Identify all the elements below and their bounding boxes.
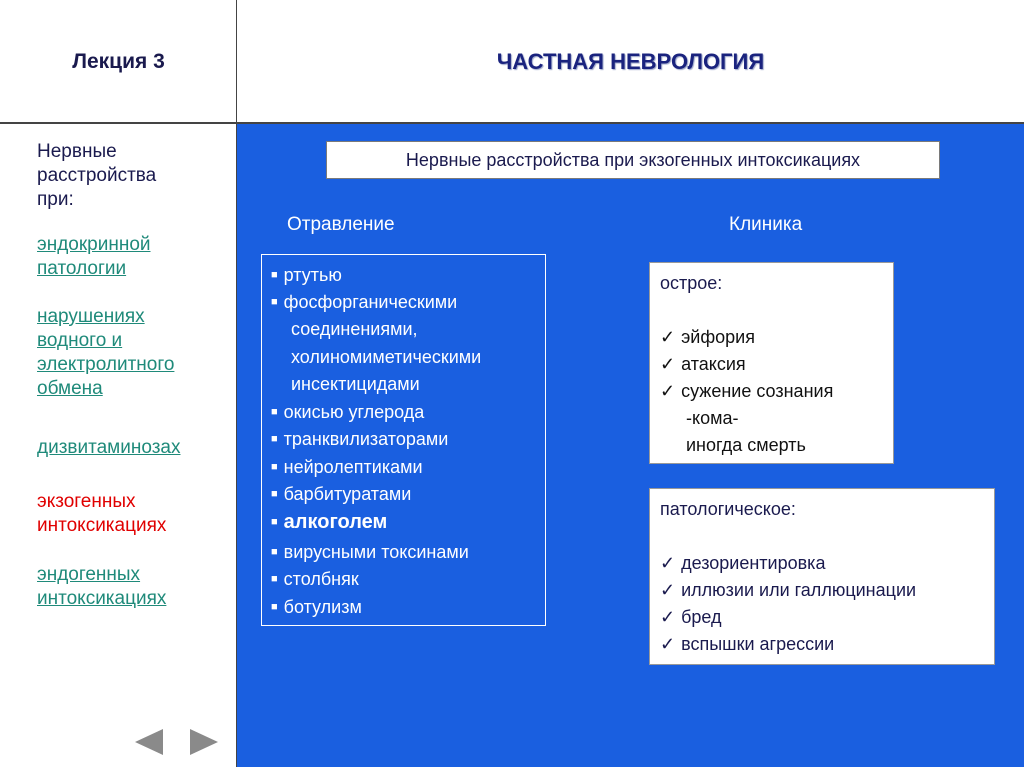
square-bullet-icon: ■ bbox=[271, 296, 278, 308]
acute-title: острое: bbox=[660, 273, 723, 293]
square-bullet-icon: ■ bbox=[271, 546, 278, 558]
sidebar-link-endogenous[interactable] bbox=[37, 563, 232, 611]
check-icon: ✓ bbox=[660, 354, 676, 374]
poison-item-cont: холиномиметическими bbox=[291, 347, 482, 367]
check-icon: ✓ bbox=[660, 634, 676, 654]
link-line: патологии bbox=[37, 258, 127, 279]
acute-item: ✓ сужение сознания bbox=[660, 381, 834, 401]
acute-item: ✓ эйфория bbox=[660, 327, 755, 347]
poison-item: ■ ртутью bbox=[271, 265, 342, 285]
link-line: электролитного bbox=[37, 354, 175, 375]
poison-item: ■ нейролептиками bbox=[271, 457, 423, 477]
link-line: водного и bbox=[37, 330, 123, 351]
clinic-heading: Клиника bbox=[729, 214, 803, 235]
pathological-title: патологическое: bbox=[660, 499, 796, 519]
sidebar-link-water-electrolyte[interactable] bbox=[37, 305, 232, 401]
square-bullet-icon: ■ bbox=[271, 601, 278, 613]
link-line: эндокринной bbox=[37, 234, 151, 255]
sidebar-heading bbox=[37, 140, 227, 212]
square-bullet-icon: ■ bbox=[271, 516, 278, 528]
check-icon: ✓ bbox=[660, 580, 676, 600]
sidebar-heading-line: расстройства bbox=[37, 165, 157, 186]
pathological-item: ✓ иллюзии или галлюцинации bbox=[660, 580, 917, 600]
pathological-item: ✓ бред bbox=[660, 607, 722, 627]
next-arrow-icon[interactable] bbox=[190, 729, 218, 755]
link-line: эндогенных bbox=[37, 564, 141, 585]
poison-item: ■ окисью углерода bbox=[271, 402, 425, 422]
poison-item: ■ столбняк bbox=[271, 569, 359, 589]
sidebar-link-endocrine[interactable] bbox=[37, 233, 232, 281]
poison-item: ■ вирусными токсинами bbox=[271, 542, 469, 562]
poison-heading: Отравление bbox=[287, 214, 395, 235]
poison-item: ■ транквилизаторами bbox=[271, 429, 449, 449]
check-icon: ✓ bbox=[660, 381, 676, 401]
square-bullet-icon: ■ bbox=[271, 461, 278, 473]
square-bullet-icon: ■ bbox=[271, 433, 278, 445]
square-bullet-icon: ■ bbox=[271, 406, 278, 418]
check-icon: ✓ bbox=[660, 553, 676, 573]
pathological-item: ✓ дезориентировка bbox=[660, 553, 826, 573]
square-bullet-icon: ■ bbox=[271, 488, 278, 500]
poison-item-cont: соединениями, bbox=[291, 319, 418, 339]
acute-item: ✓ атаксия bbox=[660, 354, 746, 374]
lecture-label: Лекция 3 bbox=[72, 50, 165, 73]
link-line: нарушениях bbox=[37, 306, 145, 327]
poison-item: ■ ботулизм bbox=[271, 597, 362, 617]
poison-item-cont: инсектицидами bbox=[291, 374, 420, 394]
square-bullet-icon: ■ bbox=[271, 573, 278, 585]
poison-item: ■ фосфорганическими bbox=[271, 292, 458, 312]
acute-extra: иногда смерть bbox=[686, 435, 806, 455]
link-line: экзогенных bbox=[37, 491, 136, 512]
poison-item-alcohol: ■ алкоголем bbox=[271, 511, 388, 533]
link-line: интоксикациях bbox=[37, 515, 167, 536]
pathological-item: ✓ вспышки агрессии bbox=[660, 634, 835, 654]
link-line: обмена bbox=[37, 378, 103, 399]
link-line: дизвитаминозах bbox=[37, 437, 181, 458]
sidebar-link-dysvitaminosis[interactable] bbox=[37, 436, 232, 460]
link-line: интоксикациях bbox=[37, 588, 167, 609]
acute-extra: -кома- bbox=[686, 408, 739, 428]
poison-item: ■ барбитуратами bbox=[271, 484, 412, 504]
square-bullet-icon: ■ bbox=[271, 269, 278, 281]
check-icon: ✓ bbox=[660, 607, 676, 627]
check-icon: ✓ bbox=[660, 327, 676, 347]
sidebar-heading-line: при: bbox=[37, 189, 74, 210]
sidebar-heading-line: Нервные bbox=[37, 141, 117, 162]
topic-box: Нервные расстройства при экзогенных интоксикациях bbox=[326, 141, 940, 179]
page-title: ЧАСТНАЯ НЕВРОЛОГИЯ bbox=[496, 49, 765, 74]
sidebar-link-exogenous[interactable] bbox=[37, 490, 232, 538]
prev-arrow-icon[interactable] bbox=[135, 729, 163, 755]
